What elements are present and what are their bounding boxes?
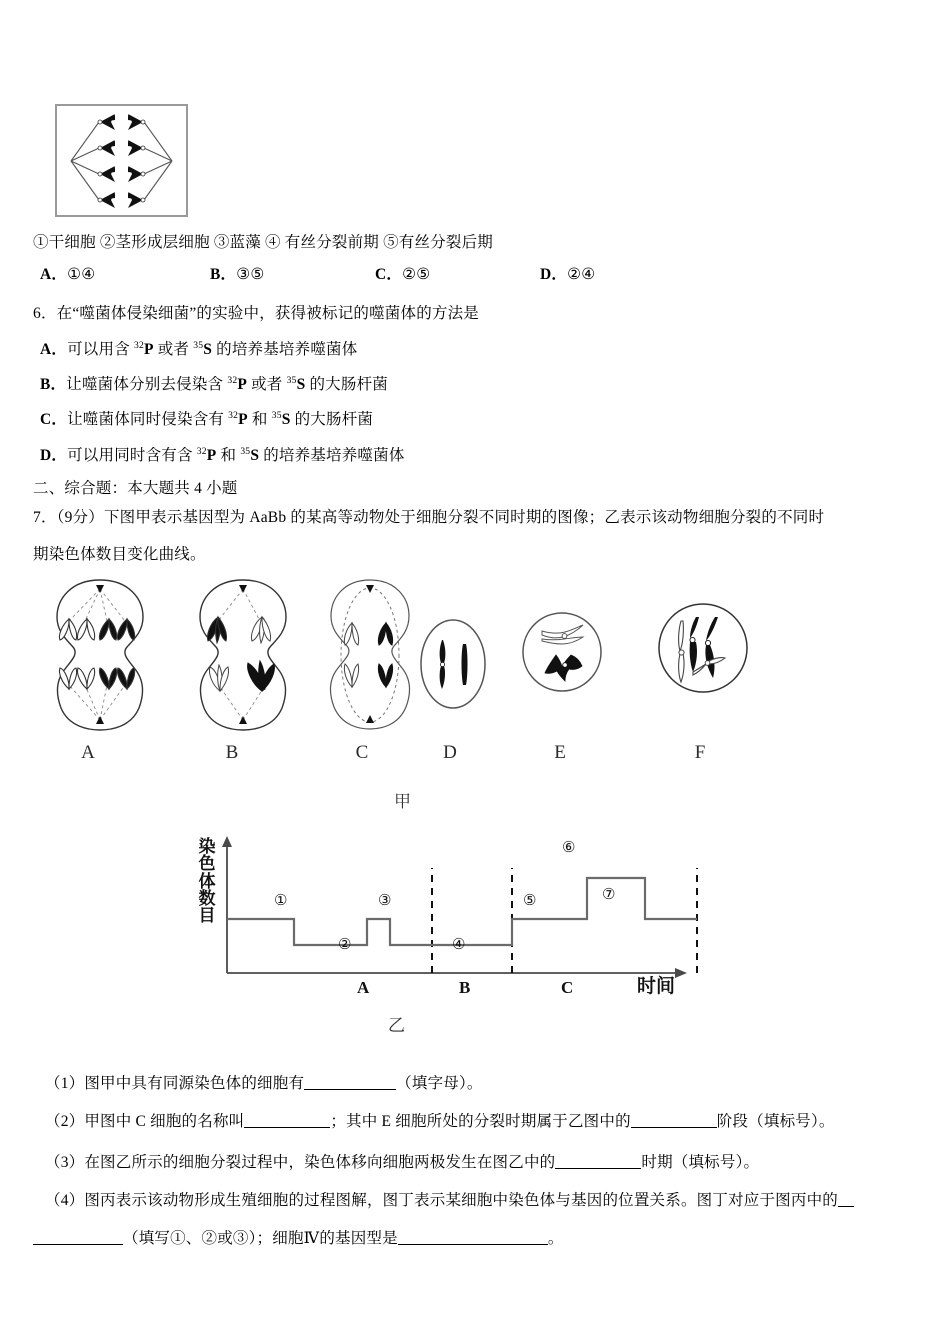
question6-choice-d-mid: 和 [216,447,241,464]
subquestion-4-text-b: （填写①、②或③）；细胞Ⅳ的基因型是 [123,1230,398,1247]
cell-label-c: C [355,742,369,763]
cell-figure-d [417,617,489,717]
question6-choice-b-pre: 让噬菌体分别去侵染含 [66,376,228,393]
cell-label-d: D [443,742,457,763]
answer-blank[interactable] [244,1127,330,1128]
cell-figure-e [520,607,604,702]
question6-choice-b-mid: 或者 [247,376,287,393]
subquestion-4-line1 [45,1191,854,1210]
question6-choice-a[interactable] [40,340,357,359]
question6-choice-d-label: D． [40,447,68,464]
item5-choice-c-text: ②⑤ [402,266,431,283]
question7-stem-line2: 期染色体数目变化曲线。 [33,546,206,563]
question6-choice-a-label: A． [40,341,68,358]
item5-choice-c-label: C． [375,266,403,283]
item5-choice-c[interactable] [375,265,430,284]
element-s: S [281,411,291,428]
answer-blank[interactable] [33,1244,123,1245]
element-p: P [143,341,154,358]
item5-choice-a-label: A． [40,266,68,283]
chart-y-axis-label: 染色体数目 [198,837,216,926]
element-p: P [238,411,248,428]
question6-choice-a-mid: 或者 [153,341,194,358]
item5-choice-d[interactable] [540,265,595,284]
question6-choice-a-post: 的培养基培养噬菌体 [212,341,358,358]
isotope-superscript-32: 32 [228,409,239,421]
question6-choice-c-mid: 和 [247,411,272,428]
subquestion-3 [45,1153,759,1172]
subquestion-1-text-b: （填字母）。 [396,1075,483,1092]
isotope-superscript-32: 32 [227,374,238,386]
element-p: P [237,376,247,393]
subquestion-2-text-a: 甲图中 C 细胞的名称叫 [84,1113,245,1130]
branching-cell-lineage-diagram [55,104,188,217]
isotope-superscript-32: 32 [196,445,207,457]
subquestion-4-line2 [33,1229,564,1248]
figure-caption-jia: 甲 [394,792,411,811]
chart-marker-5: ⑤ [523,893,537,909]
cell-figure-c [320,577,420,737]
question6-choice-a-pre: 可以用含 [67,341,134,358]
question6-choice-c-label: C． [40,411,68,428]
cell-figure-f [655,600,751,705]
cell-label-f: F [694,742,706,763]
question6-choice-c[interactable] [40,410,373,429]
subquestion-3-number: （3） [45,1154,85,1171]
isotope-superscript-35: 35 [286,374,297,386]
chart-x-axis-label: 时间 [637,976,676,997]
section2-heading: 二、综合题：本大题共 4 小题 [33,480,238,497]
question6-choice-d-post: 的培养基培养噬菌体 [259,447,405,464]
isotope-superscript-32: 32 [133,339,144,351]
element-s: S [250,447,260,464]
subquestion-2-text-b: ；其中 E 细胞所处的分裂时期属于乙图中的 [330,1113,631,1130]
answer-blank[interactable] [304,1089,396,1090]
item5-numbered-options: ①干细胞 ②茎形成层细胞 ③蓝藻 ④ 有丝分裂前期 ⑤有丝分裂后期 [33,234,493,251]
item5-choice-a[interactable] [40,265,95,284]
item5-choice-b[interactable] [210,265,264,284]
chart-marker-4: ④ [452,937,466,953]
question7-stem-line1: 7．（9分）下图甲表示基因型为 AaBb 的某高等动物处于细胞分裂不同时期的图像；乙表示该动物细胞分裂的不同时 [33,509,825,526]
chart-phase-letter-b: B [459,978,471,997]
question6-choice-d-pre: 可以用同时含有含 [67,447,197,464]
cell-label-e: E [554,742,566,763]
chart-phase-letter-c: C [561,978,574,997]
question6-stem: 6．在“噬菌体侵染细菌”的实验中，获得被标记的噬菌体的方法是 [33,305,480,322]
chart-marker-1: ① [274,893,288,909]
chart-dashed-dividers [432,868,697,973]
figure-caption-yi: 乙 [388,1016,405,1035]
element-s: S [296,376,306,393]
subquestion-4-number: （4） [45,1192,85,1209]
chart-marker-3: ③ [378,893,392,909]
isotope-superscript-35: 35 [193,339,204,351]
lineage-svg [57,106,186,215]
subquestion-2-number: （2） [45,1113,85,1130]
element-p: P [206,447,217,464]
cell-figure-b [188,577,298,737]
isotope-superscript-35: 35 [240,445,251,457]
subquestion-1 [45,1074,483,1093]
item5-choice-a-text: ①④ [67,266,96,283]
subquestion-1-number: （1） [45,1075,85,1092]
subquestion-2 [45,1112,835,1131]
chart-marker-6: ⑥ [562,840,576,856]
question6-choice-b[interactable] [40,375,388,394]
item5-choice-b-label: B． [210,266,237,283]
isotope-superscript-35: 35 [271,409,282,421]
answer-blank[interactable] [398,1244,548,1245]
subquestion-3-text-a: 在图乙所示的细胞分裂过程中，染色体移向细胞两极发生在图乙中的 [84,1154,556,1171]
question6-choice-b-post: 的大肠杆菌 [305,376,388,393]
cell-label-a: A [81,742,95,763]
subquestion-4-text-c: 。 [547,1230,564,1247]
question6-choice-b-label: B． [40,376,67,393]
subquestion-2-text-c: 阶段（填标号）。 [716,1113,835,1130]
item5-choice-b-text: ③⑤ [236,266,265,283]
chart-marker-2: ② [338,937,352,953]
cell-figure-a [45,577,155,737]
question6-choice-d[interactable] [40,446,405,465]
chart-phase-letter-a: A [357,978,370,997]
subquestion-3-text-b: 时期（填标号）。 [641,1154,760,1171]
answer-blank[interactable] [555,1168,641,1169]
answer-blank[interactable] [838,1206,854,1207]
subquestion-4-text-a: 图丙表示该动物形成生殖细胞的过程图解，图丁表示某细胞中染色体与基因的位置关系。图丁对应于图丙中的 [84,1192,838,1209]
element-s: S [203,341,213,358]
subquestion-1-text-a: 图甲中具有同源染色体的细胞有 [84,1075,305,1092]
cell-label-b: B [225,742,239,763]
question6-choice-c-pre: 让噬菌体同时侵染含有 [67,411,229,428]
chart-marker-7: ⑦ [602,887,616,903]
item5-choice-d-text: ②④ [567,266,596,283]
item5-choice-d-label: D． [540,266,568,283]
question6-choice-c-post: 的大肠杆菌 [290,411,374,428]
answer-blank[interactable] [631,1127,717,1128]
